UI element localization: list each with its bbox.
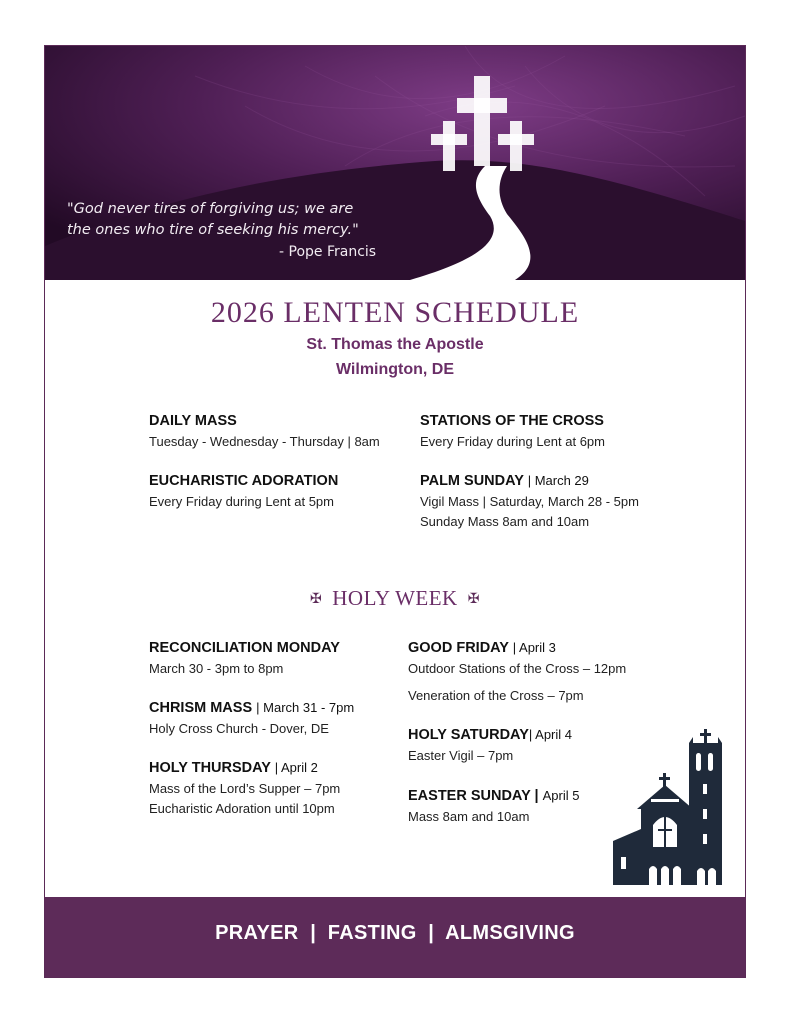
easter-sunday-date: April 5 xyxy=(542,788,580,803)
quote-line: "God never tires of forgiving us; we are xyxy=(67,201,354,217)
holy-thursday-date: | April 2 xyxy=(274,760,318,775)
good-friday-heading: GOOD FRIDAY xyxy=(408,640,509,656)
quote-text xyxy=(67,199,359,241)
page-title: 2026 LENTEN SCHEDULE xyxy=(210,296,580,329)
header-banner xyxy=(45,46,745,280)
good-friday-stations: Outdoor Stations of the Cross – 12pm xyxy=(408,661,627,676)
holy-thursday-mass: Mass of the Lord’s Supper – 7pm xyxy=(149,781,341,796)
easter-sunday-mass: Mass 8am and 10am xyxy=(408,809,530,824)
parish-name: St. Thomas the Apostle xyxy=(306,336,484,353)
palm-sunday-heading: PALM SUNDAY xyxy=(420,473,524,489)
palm-sunday-block xyxy=(420,470,639,532)
adoration-time: Every Friday during Lent at 5pm xyxy=(149,494,334,509)
stations-heading: STATIONS OF THE CROSS xyxy=(420,413,604,429)
palm-sunday-date: | March 29 xyxy=(527,473,589,488)
easter-sunday-block xyxy=(408,785,579,827)
daily-mass-heading: DAILY MASS xyxy=(149,413,237,429)
holy-saturday-date: | April 4 xyxy=(528,727,572,742)
holy-thursday-heading: HOLY THURSDAY xyxy=(149,760,271,776)
parish-location: Wilmington, DE xyxy=(335,361,455,378)
reconciliation-time: March 30 - 3pm to 8pm xyxy=(149,661,284,676)
adoration-heading: EUCHARISTIC ADORATION xyxy=(149,473,339,489)
footer-banner xyxy=(45,897,745,977)
palm-sunday-mass: Sunday Mass 8am and 10am xyxy=(420,514,590,529)
holy-week-label: HOLY WEEK xyxy=(332,586,458,610)
chrism-heading: CHRISM MASS xyxy=(149,700,253,716)
holy-thursday-block xyxy=(149,757,340,819)
holy-saturday-heading: HOLY SATURDAY xyxy=(408,727,529,743)
easter-sunday-heading: EASTER SUNDAY | xyxy=(408,788,539,804)
quote-author: - Pope Francis xyxy=(279,244,377,260)
flyer xyxy=(44,45,746,978)
stations-time: Every Friday during Lent at 6pm xyxy=(420,434,605,449)
footer-text: PRAYER | FASTING | ALMSGIVING xyxy=(215,922,575,944)
daily-mass-block xyxy=(149,410,380,452)
holy-saturday-block xyxy=(408,724,572,766)
calvary-illustration xyxy=(45,46,745,280)
reconciliation-heading: RECONCILIATION MONDAY xyxy=(149,640,340,656)
quote-line: the ones who tire of seeking his mercy." xyxy=(67,222,359,238)
church-icon xyxy=(613,729,723,885)
holy-saturday-vigil: Easter Vigil – 7pm xyxy=(408,748,514,763)
holy-thursday-adoration: Eucharistic Adoration until 10pm xyxy=(149,801,335,816)
good-friday-block xyxy=(408,637,626,706)
daily-mass-time: Tuesday - Wednesday - Thursday | 8am xyxy=(149,434,380,449)
chrism-location: Holy Cross Church - Dover, DE xyxy=(149,721,329,736)
cross-icon: ✠ xyxy=(467,592,480,607)
stations-block xyxy=(420,410,605,452)
adoration-block xyxy=(149,470,338,512)
palm-sunday-vigil: Vigil Mass | Saturday, March 28 - 5pm xyxy=(420,494,639,509)
good-friday-veneration: Veneration of the Cross – 7pm xyxy=(408,688,584,703)
reconciliation-block xyxy=(149,637,340,679)
cross-icon: ✠ xyxy=(310,592,323,607)
good-friday-date: | April 3 xyxy=(512,640,556,655)
holy-week-title xyxy=(45,586,745,611)
chrism-block xyxy=(149,697,354,739)
chrism-date: | March 31 - 7pm xyxy=(256,700,355,715)
